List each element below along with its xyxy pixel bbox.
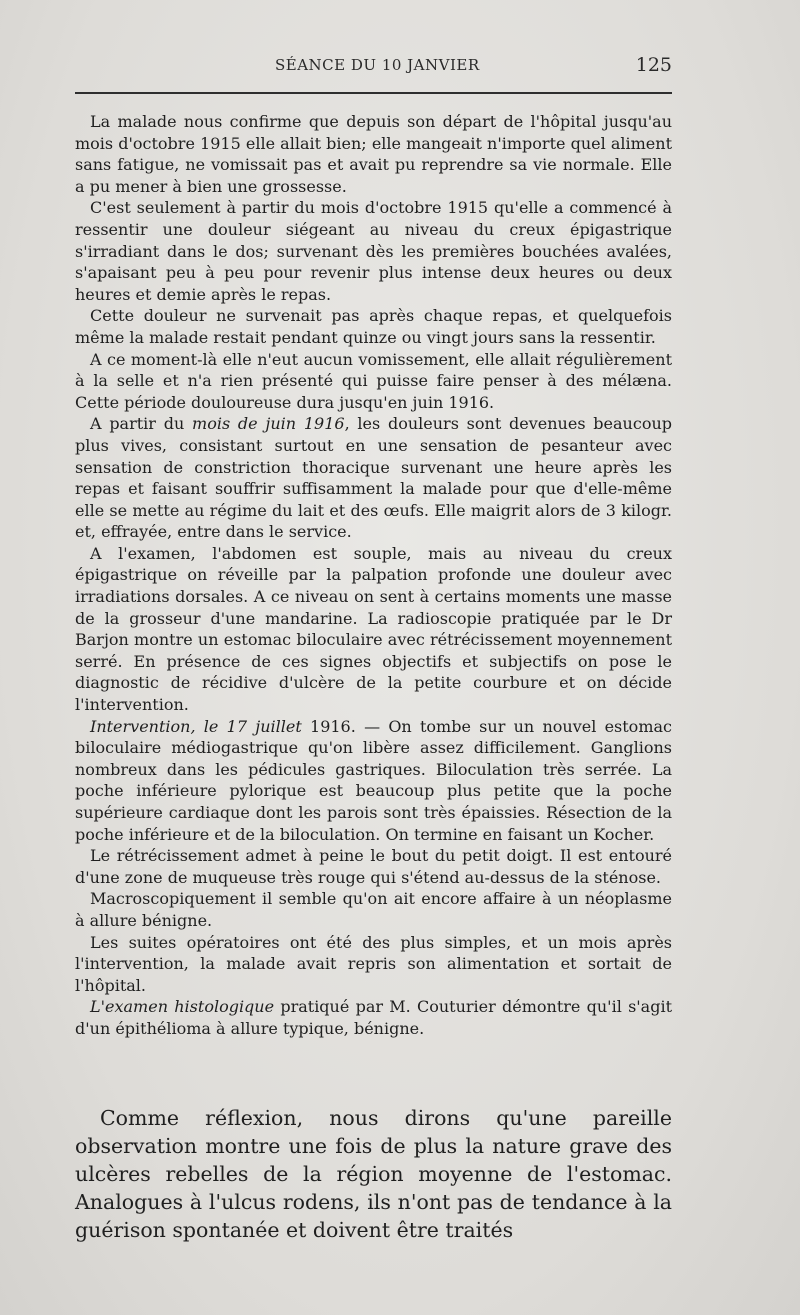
paragraph: A l'examen, l'abdomen est souple, mais au niveau du creux épigastrique on réveille par la palpation profonde une douleur avec irradiations dorsales. A ce niveau on sent à certains moments une masse de la grosseur d'une mandarine. La radioscopie pratiquée par le Dr Barjon montre un estomac biloculaire avec rétrécissement moyennement serré. En présence de ces signes objectifs et subjectifs on pose le diagnostic de récidive d'ulcère de la petite courbure et on décide l'intervention. [75,543,672,715]
text-run: , les douleurs sont devenues beaucoup plus vives, consistant surtout en une sensation de pesanteur avec sensation de constriction thoracique survenant une heure après les repas et faisant souffrir suffisamment la malade pour que d'elle-même elle se mette au régime du lait et des œufs. Elle maigrit alors de 3 kilogr. et, effrayée, entre dans le service. [75,414,672,542]
paragraph: Les suites opératoires ont été des plus simples, et un mois après l'intervention, la malade avait repris son alimentation et sortait de l'hôpital. [75,932,672,995]
conclusion-paragraph: Comme réflexion, nous dirons qu'une pareille observation montre une fois de plus la nature grave des ulcères rebelles de la région moyenne de l'estomac. Analogues à l'ulcus rodens, ils n'ont pas de tendance à la guérison spontanée et doivent être traités [75,1106,672,1242]
paragraph: La malade nous confirme que depuis son départ de l'hôpital jusqu'au mois d'octobre 1915 elle allait bien; elle mangeait n'importe quel aliment sans fatigue, ne vomissait pas et avait pu reprendre sa vie normale. Elle a pu mener à bien une grossesse. [75,112,672,196]
paragraph: Le rétrécissement admet à peine le bout du petit doigt. Il est entouré d'une zone de muqueuse très rouge qui s'étend au-dessus de la sténose. [75,846,672,887]
page-number: 125 [635,54,672,76]
text-run: pratiqué par M. Couturier démontre qu'il s'agit d'un épithélioma à allure typique, bénigne. [75,997,672,1038]
paragraph: C'est seulement à partir du mois d'octobre 1915 qu'elle a commencé à ressentir une douleur siégeant au niveau du creux épigastrique s'irradiant dans le dos; survenant dès les premières bouchées avalées, s'apaisant peu à peu pour revenir plus intense deux heures ou deux heures et demie après le repas. [75,198,672,304]
conclusion [75,1104,672,1244]
italic-heading: L'examen histologique [90,997,275,1017]
text-run: 1916. — On tombe sur un nouvel estomac biloculaire médiogastrique qu'on libère assez difficilement. Ganglions nombreux dans les pédicules gastriques. Biloculation très serrée. La poche inférieure pylorique est beaucoup plus petite que la poche supérieure cardiaque dont les parois sont très épaissies. Résection de la poche inférieure et de la biloculation. On termine en faisant un Kocher. [75,716,672,844]
italic-date: mois de juin 1916 [192,414,345,434]
italic-heading: Intervention, le 17 juillet [90,716,302,736]
paragraph [75,413,672,543]
text-run: A partir du [90,414,193,434]
paragraph [75,996,672,1039]
paragraph: A ce moment-là elle n'eut aucun vomissement, elle allait régulièrement à la selle et n'a rien présenté qui puisse faire penser à des mélæna. Cette période douloureuse dura jusqu'en juin 1916. [75,349,672,412]
paragraph: Macroscopiquement il semble qu'on ait encore affaire à un néoplasme à allure bénigne. [75,889,672,930]
header-rule [75,92,672,94]
page-header [75,52,672,82]
paragraph [75,716,672,846]
paragraph: Cette douleur ne survenait pas après chaque repas, et quelquefois même la malade restait pendant quinze ou vingt jours sans la ressentir. [75,306,672,347]
running-title: SÉANCE DU 10 JANVIER [275,56,480,74]
case-report [75,111,672,1040]
